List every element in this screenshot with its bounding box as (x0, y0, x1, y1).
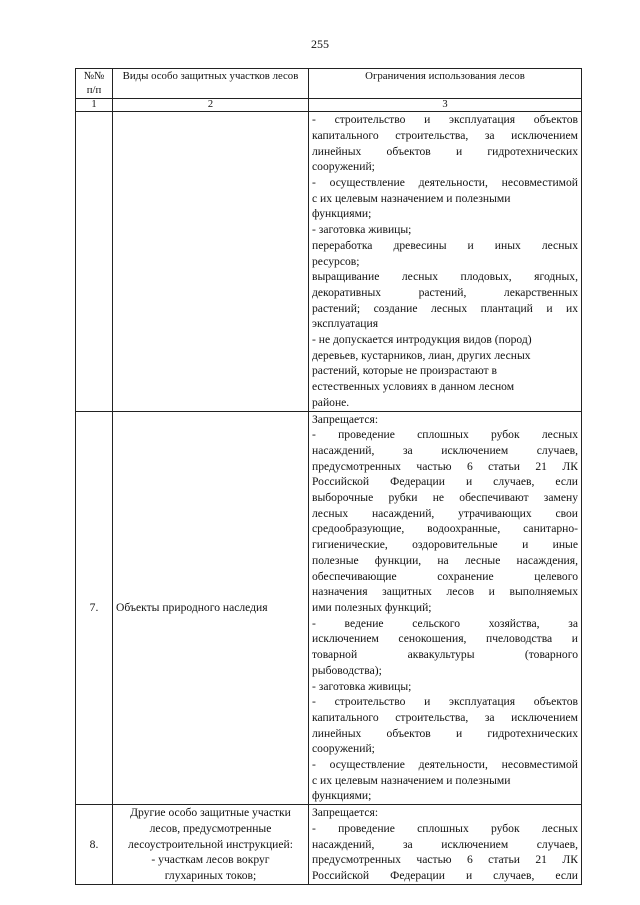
table-body (76, 112, 582, 884)
restriction-line: выращивание лесных плодовых, ягодных, (312, 270, 578, 284)
column-number: 3 (309, 99, 582, 112)
restriction-line: - осуществление деятельности, несовместимой (312, 758, 578, 772)
restriction-line: растений, которые не произрастают в (312, 364, 497, 378)
restriction-line: - не допускается интродукция видов (пород) (312, 333, 532, 347)
restriction-line: линейных объектов и гидротехнических (312, 144, 578, 158)
restriction-line: с их целевым назначением и полезными (312, 773, 511, 787)
forest-area-kind (113, 805, 309, 885)
restriction-line: капитального строительства, за исключением (312, 128, 578, 142)
restriction-line: естественных условиях в данном лесном (312, 380, 515, 394)
restriction-line: средообразующие, водоохранные, санитарно- (312, 522, 578, 536)
table-row (76, 112, 582, 411)
restriction-line: растений; создание лесных плантаций и их (312, 301, 578, 315)
kind-line: лесов, предусмотренные (149, 821, 272, 835)
restriction-line: - заготовка живицы; (312, 679, 412, 693)
restriction-line: - осуществление деятельности, несовместимой (312, 176, 578, 189)
restriction-line: - строительство и эксплуатация объектов (312, 695, 578, 709)
column-number: 1 (76, 99, 113, 112)
column-number: 2 (113, 99, 309, 112)
row-number: 8. (76, 805, 113, 885)
kind-line: глухариных токов; (164, 868, 257, 882)
row-number: 7. (76, 411, 113, 805)
restrictions-table (75, 68, 582, 885)
restriction-line: капитального строительства, за исключением (312, 710, 578, 724)
restriction-line: ими полезных функций; (312, 600, 432, 614)
restriction-line: Запрещается: (312, 806, 379, 820)
restriction-line: гигиенические, оздоровительные и иные (312, 538, 578, 552)
header-kind: Виды особо защитных участков лесов (113, 69, 309, 99)
table-row (76, 411, 582, 805)
column-number-row (76, 99, 582, 112)
restriction-line: эксплуатация (312, 317, 379, 331)
restriction-line: деревьев, кустарников, лиан, других лесных (312, 348, 531, 362)
usage-restrictions (309, 805, 582, 885)
restriction-line: Российской Федерации и случаев, если (312, 475, 578, 489)
restriction-line: декоративных растений, лекарственных (312, 285, 578, 299)
restriction-line: - заготовка живицы; (312, 223, 412, 237)
restriction-line: функциями; (312, 207, 372, 221)
kind-line: - участкам лесов вокруг (151, 853, 270, 867)
restriction-line: переработка древесины и иных лесных (312, 238, 578, 252)
kind-line: лесоустроительной инструкцией: (128, 837, 293, 851)
row-number (76, 112, 113, 411)
restriction-line: Российской Федерации и случаев, если (312, 868, 578, 882)
kind-line: Другие особо защитные участки (130, 806, 291, 820)
restriction-line: линейных объектов и гидротехнических (312, 726, 578, 740)
restriction-line: товарной аквакультуры (товарного (312, 648, 578, 662)
restriction-line: насаждений, за исключением случаев, (312, 443, 578, 457)
restriction-line: обеспечивающие сохранение целевого (312, 569, 578, 583)
restriction-line: насаждений, за исключением случаев, (312, 837, 578, 851)
restriction-line: рыбоводства); (312, 663, 382, 677)
restriction-line: выборочные рубки не обеспечивают замену (312, 491, 578, 505)
restriction-line: сооружений; (312, 160, 375, 174)
forest-area-kind (113, 411, 309, 805)
table-row (76, 805, 582, 885)
restriction-line: функциями; (312, 789, 372, 803)
usage-restrictions (309, 411, 582, 805)
restriction-line: назначения защитных лесов и выполняемых (312, 585, 578, 599)
restriction-line: - строительство и эксплуатация объектов (312, 113, 578, 127)
page-number: 255 (311, 37, 329, 51)
restriction-line: предусмотренных частью 6 статьи 21 ЛК (312, 853, 578, 867)
restriction-line: с их целевым назначением и полезными (312, 191, 511, 205)
header-number: №№ п/п (76, 69, 113, 99)
restriction-line: - проведение сплошных рубок лесных (312, 821, 578, 835)
restriction-line: лесных насаждений, утрачивающих свои (312, 506, 578, 520)
restriction-line: - проведение сплошных рубок лесных (312, 428, 578, 442)
restriction-line: Запрещается: (312, 412, 379, 426)
restriction-line: ресурсов; (312, 254, 360, 268)
kind-line: Объекты природного наследия (116, 600, 268, 614)
restriction-line: районе. (312, 395, 350, 409)
restriction-line: предусмотренных частью 6 статьи 21 ЛК (312, 459, 578, 473)
forest-area-kind (113, 112, 309, 411)
restriction-line: исключением сенокошения, пчеловодства и (312, 632, 578, 646)
header-restrictions: Ограничения использования лесов (309, 69, 582, 99)
restriction-line: сооружений; (312, 742, 375, 756)
restriction-line: полезные функции, на лесные насаждения, (312, 553, 578, 567)
restriction-line: - ведение сельского хозяйства, за (312, 616, 578, 630)
usage-restrictions (309, 112, 582, 411)
header-row (76, 69, 582, 99)
